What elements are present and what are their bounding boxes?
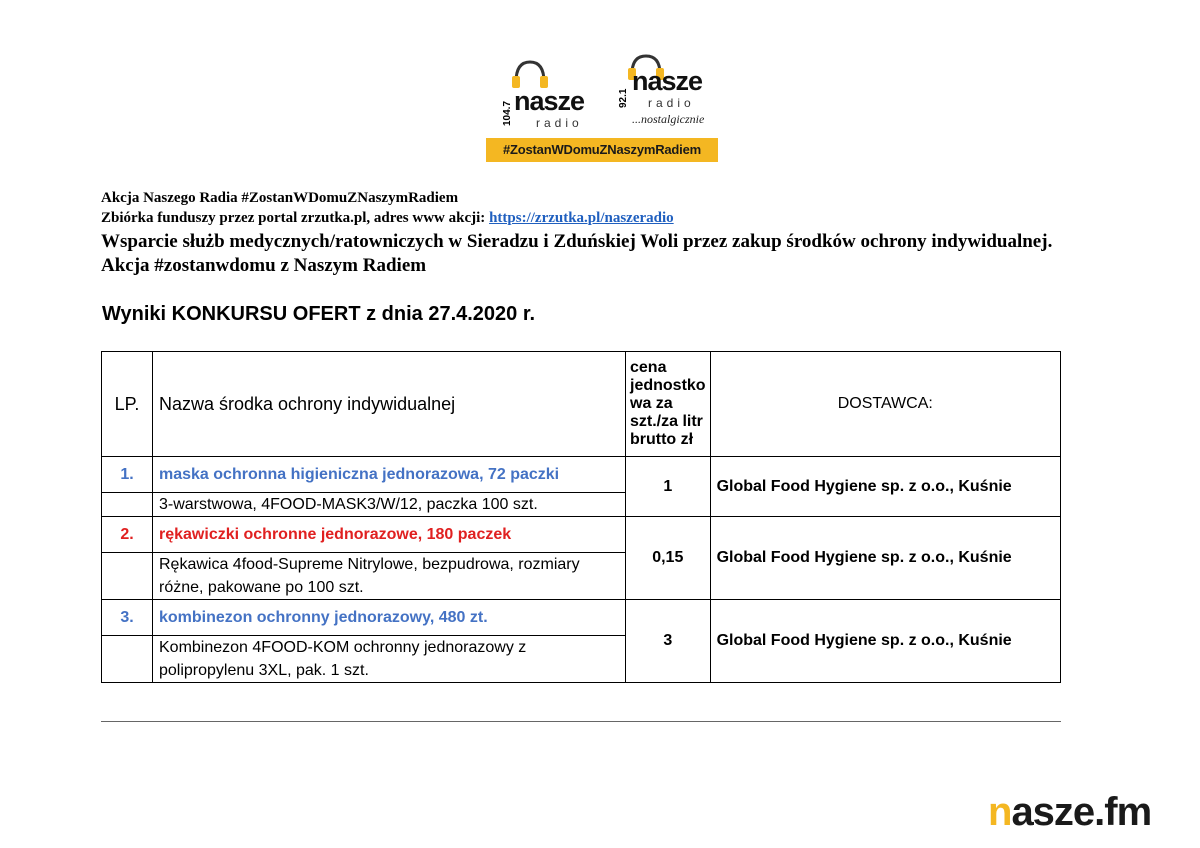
header-lp: LP. xyxy=(102,352,153,457)
table-row xyxy=(102,517,1061,553)
header-price xyxy=(626,352,711,457)
logo2-name: nasze xyxy=(632,66,703,96)
row-number: 1. xyxy=(102,457,153,493)
logo2-sub: radio xyxy=(648,96,695,110)
row-price: 1 xyxy=(626,457,711,517)
row-title: kombinezon ochronny jednorazowy, 480 zt. xyxy=(153,600,626,636)
header-price-line: brutto zł xyxy=(630,431,694,448)
intro-line-2-text: Zbiórka funduszy przez portal zrzutka.pl, adres www akcji: xyxy=(101,210,490,226)
table-header-row xyxy=(102,352,1061,457)
header-supplier: DOSTAWCA: xyxy=(710,352,1060,457)
intro-description: Wsparcie służb medycznych/ratowniczych w Sieradzu i Zduńskiej Woli przez zakup środków ochrony indywidualnej. Akcja #zostanwdomu z Naszym Radiem xyxy=(101,231,1053,276)
header-price-line: szt./za litr xyxy=(630,413,703,430)
zrzutka-link[interactable]: https://zrzutka.pl/naszeradio xyxy=(489,210,674,226)
row-title: rękawiczki ochronne jednorazowe, 180 paczek xyxy=(153,517,626,553)
row-number-empty xyxy=(102,636,153,683)
intro-line-2 xyxy=(101,208,1101,228)
row-supplier: Global Food Hygiene sp. z o.o., Kuśnie xyxy=(710,517,1060,600)
logo2-frequency: 92.1 xyxy=(618,88,629,108)
table-row xyxy=(102,457,1061,493)
row-supplier: Global Food Hygiene sp. z o.o., Kuśnie xyxy=(710,457,1060,517)
divider-line xyxy=(101,721,1061,722)
nasze-fm-logo xyxy=(988,790,1151,835)
nasze-radio-104-logo xyxy=(496,58,608,130)
nasze-radio-92-logo xyxy=(612,52,728,132)
row-title: maska ochronna higieniczna jednorazowa, 72 paczki xyxy=(153,457,626,493)
row-number: 2. xyxy=(102,517,153,553)
intro-line-1: Akcja Naszego Radia #ZostanWDomuZNaszymRadiem xyxy=(101,190,459,206)
row-number: 3. xyxy=(102,600,153,636)
brand-first-letter: n xyxy=(988,790,1012,834)
offers-table xyxy=(101,351,1061,683)
header-price-line: wa za xyxy=(630,395,673,412)
header-price-line: cena xyxy=(630,359,667,376)
row-supplier: Global Food Hygiene sp. z o.o., Kuśnie xyxy=(710,600,1060,683)
headphones-icon xyxy=(510,58,550,88)
row-price: 3 xyxy=(626,600,711,683)
logo1-frequency: 104.7 xyxy=(502,100,513,126)
row-details: 3-warstwowa, 4FOOD-MASK3/W/12, paczka 100 szt. xyxy=(153,493,626,517)
hashtag-banner: #ZostanWDomuZNaszymRadiem xyxy=(486,138,718,162)
table-row xyxy=(102,600,1061,636)
logo2-tagline: ...nostalgicznie xyxy=(632,112,705,126)
results-title: Wyniki KONKURSU OFERT z dnia 27.4.2020 r. xyxy=(102,303,536,325)
radio-logos xyxy=(496,52,728,164)
brand-rest: asze.fm xyxy=(1011,790,1152,834)
row-price: 0,15 xyxy=(626,517,711,600)
row-number-empty xyxy=(102,553,153,600)
header-price-line: jednostko xyxy=(630,377,706,394)
logo1-sub: radio xyxy=(536,116,583,130)
header-name: Nazwa środka ochrony indywidualnej xyxy=(153,352,626,457)
intro-block xyxy=(101,188,1101,278)
logo1-name: nasze xyxy=(514,86,585,116)
row-number-empty xyxy=(102,493,153,517)
row-details: Kombinezon 4FOOD-KOM ochronny jednorazowy z polipropylenu 3XL, pak. 1 szt. xyxy=(153,636,626,683)
row-details: Rękawica 4food-Supreme Nitrylowe, bezpudrowa, rozmiary różne, pakowane po 100 szt. xyxy=(153,553,626,600)
